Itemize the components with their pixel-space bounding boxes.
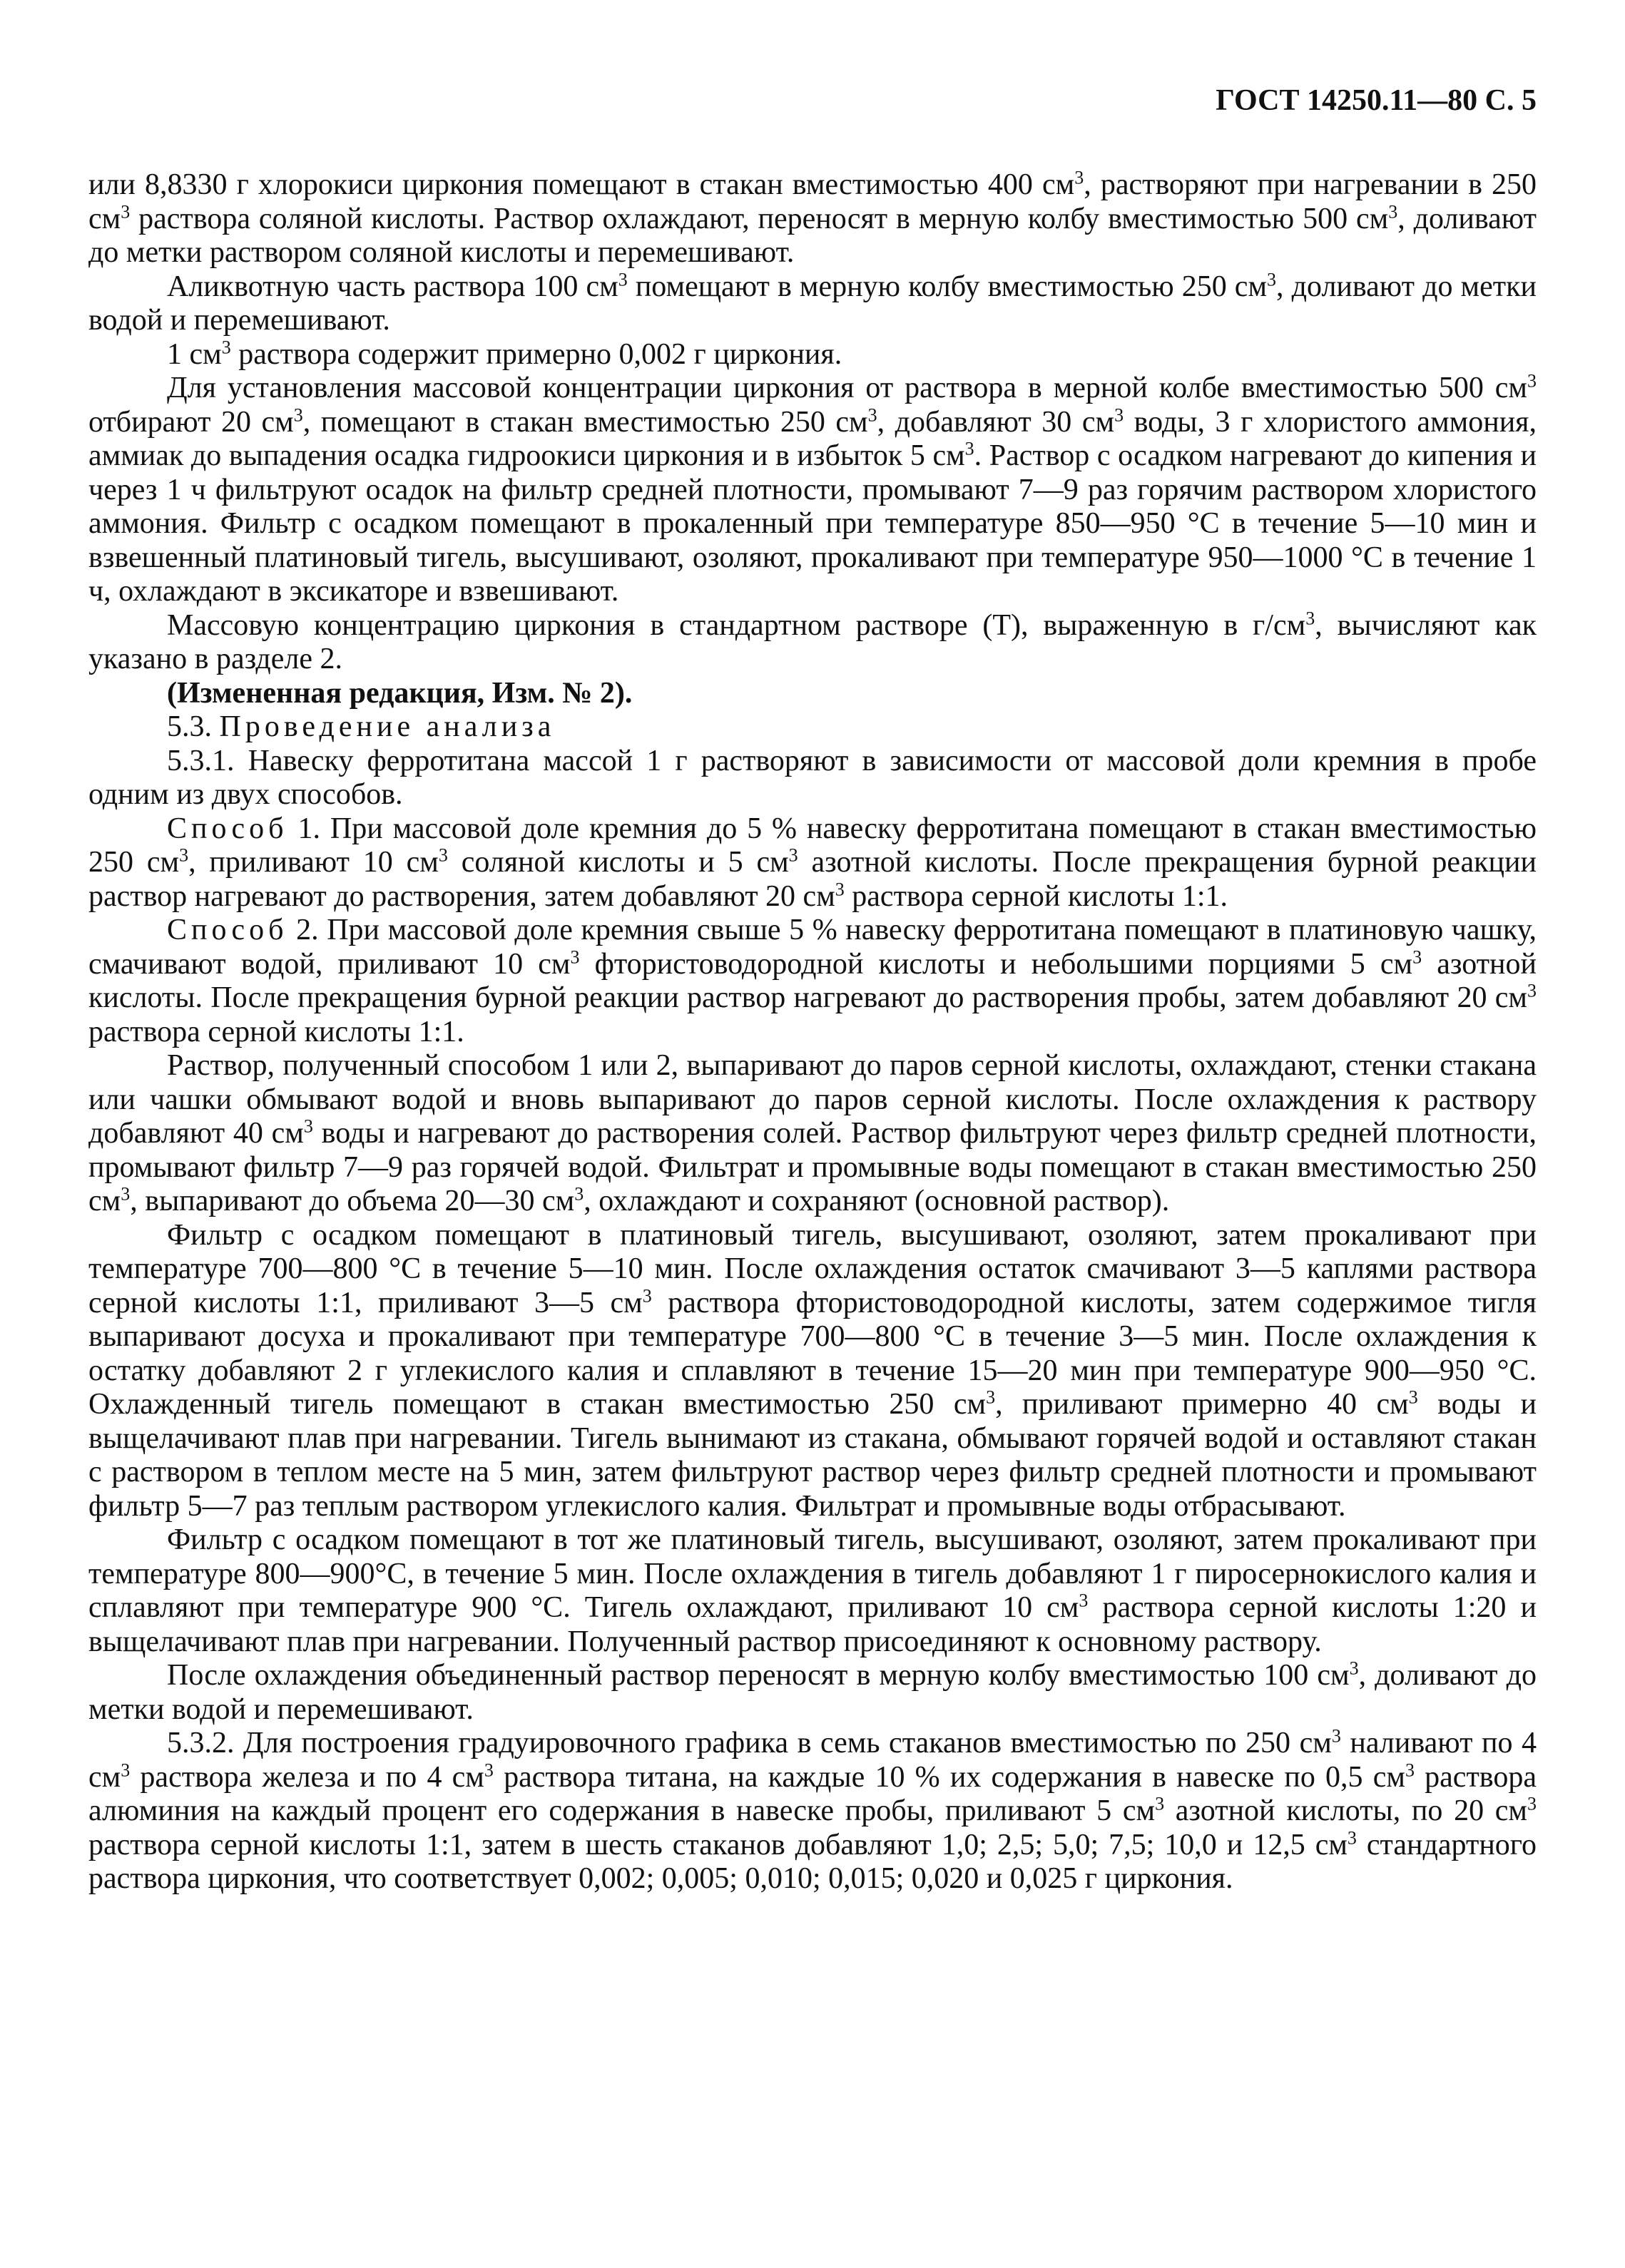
paragraph	[88, 914, 1537, 1049]
superscript: 3	[1349, 1657, 1359, 1679]
text-run: 1. При массовой доле кремния до 5 % навеску ферротитана помещают в стакан вместимостью 250 см	[88, 812, 1537, 879]
superscript: 3	[788, 844, 798, 866]
text-run: раствора соляной кислоты. Раствор охлаждают, переносят в мерную колбу вместимостью 500 см	[130, 202, 1389, 235]
text-run: , доливают до метки водой и перемешивают.	[88, 270, 1537, 337]
text-run: Способ	[167, 914, 288, 946]
superscript: 3	[1527, 370, 1537, 392]
text-run: , приливают 10 см	[188, 846, 439, 879]
superscript: 3	[121, 201, 131, 223]
superscript: 3	[964, 438, 974, 459]
text-run: азотной кислоты. После прекращения бурной реакции раствор нагревают до растворения, затем добавляют 20 см	[88, 846, 1537, 913]
text-run: соляной кислоты и 5 см	[447, 846, 789, 879]
superscript: 3	[484, 1759, 494, 1781]
superscript: 3	[618, 269, 628, 290]
superscript: 3	[1331, 1725, 1341, 1747]
text-run: воды, 3 г хлористого аммония, аммиак до выпадения осадка гидроокиси циркония и в избыток 5 см	[88, 405, 1537, 472]
superscript: 3	[867, 404, 877, 426]
text-run: Раствор, полученный способом 1 или 2, выпаривают до паров серной кислоты, охлаждают, стенки стакана или чашки обмывают водой и вновь выпаривают до паров серной кислоты. После охлаждения к раствору добавляют 40 см	[88, 1049, 1537, 1150]
text-run: раствора содержит примерно 0,002 г циркония.	[230, 337, 842, 371]
text-run: Способ	[167, 812, 288, 845]
superscript: 3	[574, 1183, 584, 1205]
paragraph	[88, 338, 1537, 372]
text-run: Аликвотную часть раствора 100 см	[167, 270, 618, 303]
text-run: , приливают примерно 40 см	[995, 1388, 1409, 1421]
text-run: , доливают до метки раствором соляной кислоты и перемешивают.	[88, 202, 1537, 269]
paragraph	[88, 677, 1537, 711]
text-run: Фильтр с осадком помещают в тот же платиновый тигель, высушивают, озоляют, затем прокаливают при температуре 800—900°С, в течение 5 мин. После охлаждения в тигель добавляют 1 г пиросернокислого калия и сплавляют при температуре 900 °С. Тигель охлаждают, приливают 10 см	[88, 1523, 1537, 1624]
text-run: , вычисляют как указано в разделе 2.	[88, 608, 1537, 675]
paragraph	[88, 812, 1537, 914]
superscript: 3	[1079, 1590, 1089, 1611]
superscript: 3	[1347, 1827, 1357, 1849]
text-run: отбирают 20 см	[88, 405, 294, 439]
paragraph	[88, 1659, 1537, 1727]
superscript: 3	[1405, 1759, 1415, 1781]
text-run: 2. При массовой доле кремния свыше 5 % навеску ферротитана помещают в платиновую чашку, смачивают водой, приливают 10 см	[88, 914, 1537, 981]
text-run: раствора алюминия на каждый процент его содержания в навеске пробы, приливают 5 см	[88, 1760, 1537, 1827]
text-run: или 8,8330 г хлорокиси циркония помещают в стакан вместимостью 400 см	[88, 168, 1075, 201]
text-run: (Измененная редакция, Изм. № 2).	[167, 676, 633, 710]
superscript: 3	[221, 337, 231, 358]
text-run: Для установления массовой концентрации циркония от раствора в мерной колбе вместимостью 500 см	[167, 372, 1527, 404]
paragraph	[88, 270, 1537, 338]
text-run: раствора титана, на каждые 10 % их содержания в навеске по 0,5 см	[493, 1760, 1405, 1794]
text-run: воды и нагревают до растворения солей. Раствор фильтруют через фильтр средней плотности, промывают фильтр 7—9 раз горячей водой. Фильтрат и промывные воды помещают в стакан вместимостью 250 см	[88, 1117, 1537, 1217]
text-run: 5.3.2. Для построения градуировочного графика в семь стаканов вместимостью по 250 см	[167, 1727, 1332, 1759]
document-body	[88, 168, 1537, 1896]
superscript: 3	[986, 1386, 996, 1408]
superscript: 3	[121, 1183, 131, 1205]
text-run: раствора серной кислоты 1:1.	[844, 879, 1228, 913]
text-run: , выпаривают до объема 20—30 см	[130, 1185, 575, 1217]
superscript: 3	[1267, 269, 1277, 290]
text-run: азотной кислоты. После прекращения бурной реакции раствор нагревают до растворения пробы, затем добавляют 20 см	[88, 947, 1537, 1014]
superscript: 3	[835, 879, 845, 900]
text-run: , доливают до метки водой и перемешивают.	[88, 1659, 1537, 1726]
text-run: раствора железа и по 4 см	[130, 1760, 484, 1794]
superscript: 3	[1388, 201, 1398, 223]
text-run: азотной кислоты, по 20 см	[1164, 1794, 1527, 1827]
superscript: 3	[570, 946, 580, 968]
superscript: 3	[1305, 608, 1315, 629]
text-run: помещают в мерную колбу вместимостью 250 см	[627, 270, 1268, 303]
text-run: 5.3.1. Навеску ферротитана массой 1 г растворяют в зависимости от массовой доли кремния в пробе одним из двух способов.	[88, 744, 1537, 811]
paragraph	[88, 372, 1537, 609]
paragraph	[88, 1727, 1537, 1896]
text-run: стандартного раствора циркония, что соответствует 0,002; 0,005; 0,010; 0,015; 0,020 и 0,025 г циркония.	[88, 1828, 1537, 1895]
superscript: 3	[1155, 1793, 1165, 1814]
text-run: фтористоводородной кислоты и небольшими порциями 5 см	[579, 947, 1413, 981]
superscript: 3	[1527, 980, 1537, 1001]
paragraph	[88, 745, 1537, 812]
paragraph	[88, 710, 1537, 745]
superscript: 3	[1527, 1793, 1537, 1814]
page-header: ГОСТ 14250.11—80 С. 5	[1216, 84, 1537, 117]
paragraph	[88, 1219, 1537, 1524]
text-run: Проведение анализа	[219, 710, 556, 743]
text-run: раствора серной кислоты 1:1.	[88, 1015, 464, 1048]
superscript: 3	[642, 1285, 652, 1307]
text-run: , добавляют 30 см	[877, 405, 1115, 439]
text-run: , помещают в стакан вместимостью 250 см	[302, 405, 868, 439]
superscript: 3	[1074, 167, 1084, 188]
text-run: раствора серной кислоты 1:1, затем в шесть стаканов добавляют 1,0; 2,5; 5,0; 7,5; 10,0 и 12,5 см	[88, 1828, 1348, 1861]
paragraph	[88, 168, 1537, 270]
text-run: . Раствор с осадком нагревают до кипения и через 1 ч фильтруют осадок на фильтр средней плотности, промывают 7—9 раз горячим раствором хлористого аммония. Фильтр с осадком помещают в прокаленный при температуре 850—950 °С в течение 5—10 мин и взвешенный платиновый тигель, высушивают, озоляют, прокаливают при температуре 950—1000 °С в течение 1 ч, охлаждают в эксикаторе и взвешивают.	[88, 439, 1537, 608]
superscript: 3	[303, 1115, 313, 1137]
superscript: 3	[1412, 946, 1422, 968]
text-run: раствора фтористоводородной кислоты, затем содержимое тигля выпаривают досуха и прокаливают при температуре 700—800 °С в течение 3—5 мин. После охлаждения к остатку добавляют 2 г углекислого калия и сплавляют в течение 15—20 мин при температуре 900—950 °С. Охлажденный тигель помещают в стакан вместимостью 250 см	[88, 1286, 1537, 1421]
paragraph	[88, 1523, 1537, 1659]
paragraph	[88, 609, 1537, 677]
superscript: 3	[1408, 1386, 1418, 1408]
text-run: После охлаждения объединенный раствор переносят в мерную колбу вместимостью 100 см	[167, 1659, 1350, 1692]
paragraph	[88, 1049, 1537, 1219]
superscript: 3	[293, 404, 303, 426]
text-run: 5.3.	[167, 710, 220, 743]
text-run: 1 см	[167, 337, 222, 371]
text-run: раствора серной кислоты 1:20 и выщелачивают плав при нагревании. Полученный раствор присоединяют к основному раствору.	[88, 1591, 1537, 1658]
text-run: Массовую концентрацию циркония в стандартном растворе (Т), выраженную в г/см	[167, 608, 1306, 642]
text-run: Фильтр с осадком помещают в платиновый тигель, высушивают, озоляют, затем прокаливают при температуре 700—800 °С в течение 5—10 мин. После охлаждения остаток смачивают 3—5 каплями раствора серной кислоты 1:1, приливают 3—5 см	[88, 1218, 1537, 1319]
text-run: , растворяют при нагревании в 250 см	[88, 168, 1537, 235]
superscript: 3	[438, 844, 448, 866]
text-run: , охлаждают и сохраняют (основной раствор).	[584, 1185, 1170, 1217]
superscript: 3	[121, 1759, 131, 1781]
text-run: воды и выщелачивают плав при нагревании. Тигель вынимают из стакана, обмывают горячей водой и оставляют стакан с раствором в теплом месте на 5 мин, затем фильтруют раствор через фильтр средней плотности и промывают фильтр 5—7 раз теплым раствором углекислого калия. Фильтрат и промывные воды отбрасывают.	[88, 1388, 1537, 1523]
superscript: 3	[179, 844, 189, 866]
text-run: наливают по 4 см	[88, 1727, 1537, 1794]
superscript: 3	[1114, 404, 1124, 426]
